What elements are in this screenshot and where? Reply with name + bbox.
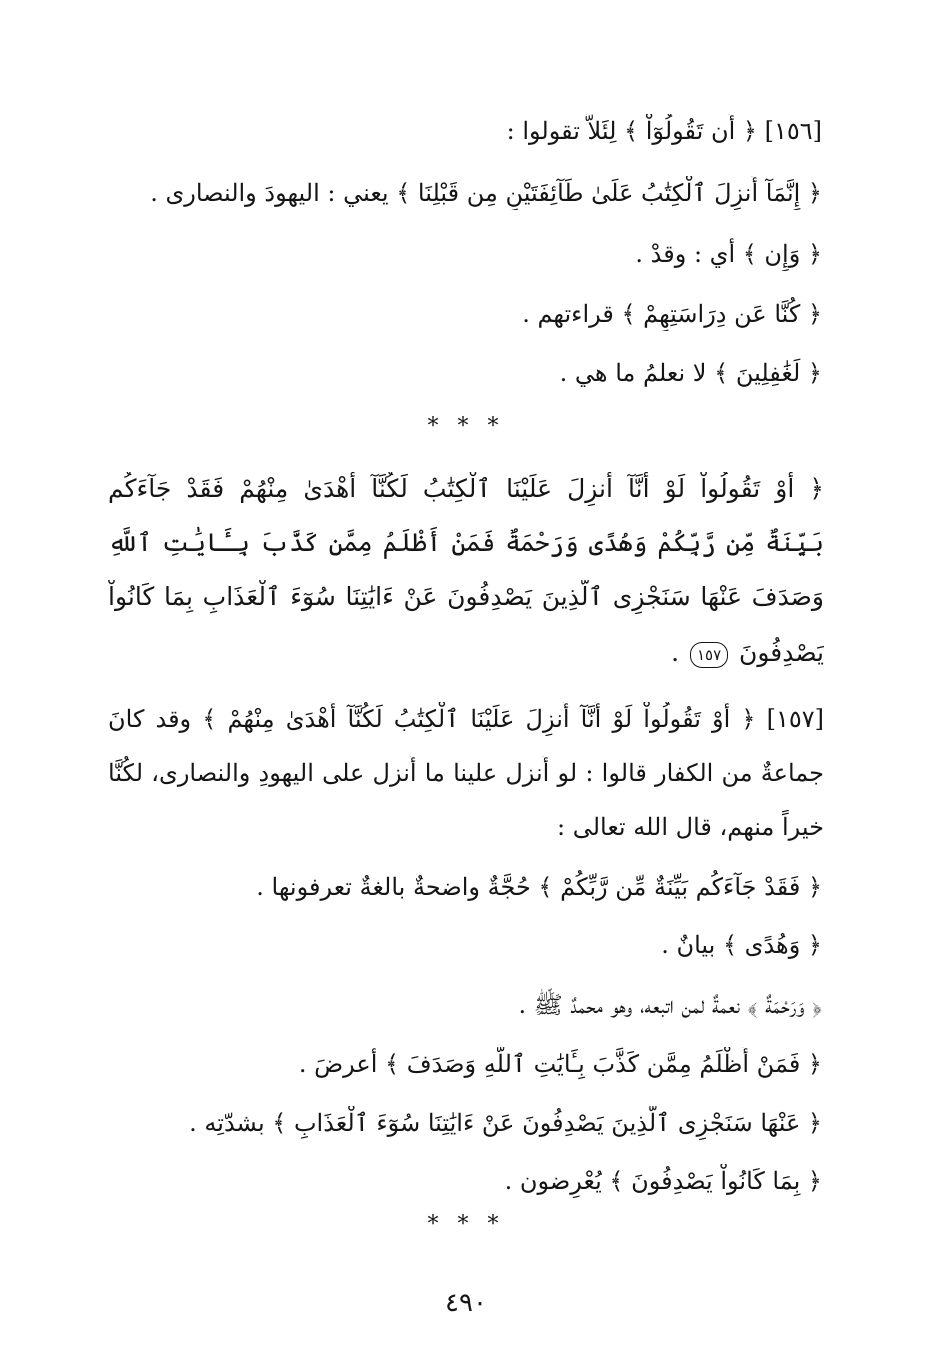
text-line: [١٥٦] ﴿ أَن تَقُولُوٓاْ ﴾ لِئَلاَّ تقولوا : bbox=[506, 117, 822, 145]
commentary-line: ﴿ وَرَحْمَةٌ ﴾ نعمةٌ لمن اتبعه، وهو محمدٌ ﷺ . bbox=[518, 991, 822, 1019]
verse-end: . bbox=[671, 638, 680, 667]
verse-line: وَصَدَفَ عَنْهَا سَنَجْزِى ٱلَّذِينَ يَصْدِفُونَ عَنْ ءَايَٰتِنَا سُوٓءَ ٱلْعَذَابِ بِمَا كَانُواْ bbox=[108, 582, 824, 611]
verse-text: يَصْدِفُونَ bbox=[739, 638, 824, 667]
commentary-line: جماعةٌ من الكفار قالوا : لو أُنزل علينا ما أُنزل على اليهودِ والنصارى، لكُنَّا bbox=[108, 759, 824, 787]
section-separator: * * * bbox=[427, 414, 505, 439]
commentary-line: خيراً منهم، قال الله تعالى : bbox=[557, 813, 824, 841]
commentary-line: [١٥٧] ﴿ أَوْ تَقُولُواْ لَوْ أَنَّآ أُنزِلَ عَلَيْنَا ٱلْكِتَٰبُ لَكُنَّآ أَهْدَىٰ مِنْهُمْ ﴾ وقد كانَ bbox=[108, 705, 824, 733]
text-line: ﴿ إِنَّمَآ أُنزِلَ ٱلْكِتَٰبُ عَلَىٰ طَآئِفَتَيْنِ مِن قَبْلِنَا ﴾ يعني : اليهودَ والنصارى . bbox=[150, 179, 822, 207]
verse-line: ﴿ أَوْ تَقُولُواْ لَوْ أَنَّآ أُنزِلَ عَلَيْنَا ٱلْكِتَٰبُ لَكُنَّآ أَهْدَىٰ مِنْهُمْ فَقَدْ جَآءَكُم bbox=[108, 474, 824, 503]
page-number: ٤٩٠ bbox=[445, 1288, 487, 1318]
commentary-line: ﴿ بِمَا كَانُواْ يَصْدِفُونَ ﴾ يُعْرِضون . bbox=[504, 1167, 822, 1195]
verse-line: بَيِّنَةٌ مِّن رَّبِّكُمْ وَهُدًى وَرَحْمَةٌ فَمَنْ أَظْلَمُ مِمَّن كَذَّبَ بِـَٔايَٰتِ ٱللَّهِ bbox=[108, 528, 824, 557]
section-separator-bottom: * * * bbox=[427, 1212, 505, 1237]
verse-line-last bbox=[108, 636, 824, 670]
text-line: ﴿ كُنَّا عَن دِرَاسَتِهِمْ ﴾ قراءتهم . bbox=[522, 300, 822, 328]
ayah-number-badge: ١٥٧ bbox=[690, 642, 728, 668]
commentary-line: ﴿ فَمَنْ أَظْلَمُ مِمَّن كَذَّبَ بِـَٔايَٰتِ ٱللَّهِ وَصَدَفَ ﴾ أعرضَ . bbox=[298, 1050, 822, 1078]
commentary-line: ﴿ فَقَدْ جَآءَكُم بَيِّنَةٌ مِّن رَّبِّكُمْ ﴾ حُجَّةٌ واضحةٌ بالغةٌ تعرفونها . bbox=[256, 873, 822, 901]
commentary-line: ﴿ وَهُدًى ﴾ بيانٌ . bbox=[661, 931, 822, 959]
page-body bbox=[108, 92, 824, 1342]
text-line: ﴿ وَإِن ﴾ أي : وقدْ . bbox=[635, 240, 822, 268]
commentary-line: ﴿ عَنْهَا سَنَجْزِى ٱلَّذِينَ يَصْدِفُونَ عَنْ ءَايَٰتِنَا سُوٓءَ ٱلْعَذَابِ ﴾ بشدّتِه . bbox=[189, 1109, 822, 1137]
text-line: ﴿ لَغَٰفِلِينَ ﴾ لا نعلمُ ما هي . bbox=[559, 359, 822, 387]
